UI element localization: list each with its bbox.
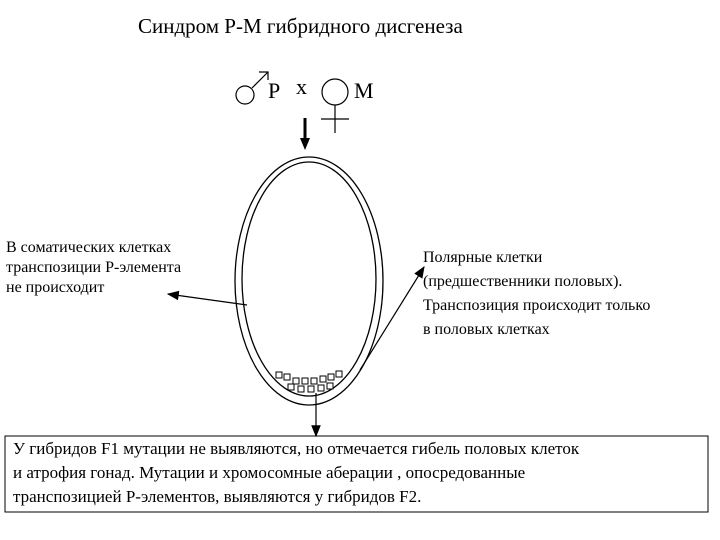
m-parent-label: M: [354, 78, 374, 103]
polar-pointer-arrow: [360, 267, 424, 370]
female-symbol-icon: [321, 79, 349, 133]
cross-to-embryo-arrow: [300, 118, 310, 150]
polar-cells-note: Полярные клетки (предшественники половых). Транспозиция происходит только в половых клетках: [423, 249, 651, 338]
p-parent-label: P: [268, 78, 281, 103]
cross-symbol-label: x: [296, 74, 307, 99]
f1-note-text: У гибридов F1 мутации не выявляются, но отмечается гибель половых клеток и атрофия гонад. Мутации и хромосомные аберации , опосредованные транспозицией P-элементов, выявляются у гибридов F2.: [13, 439, 580, 506]
male-symbol-icon: [236, 72, 268, 104]
page-title: Синдром P-M гибридного дисгенеза: [138, 14, 463, 38]
somatic-cells-note: В соматических клетках транспозиции P-элемента не происходит: [6, 239, 182, 296]
